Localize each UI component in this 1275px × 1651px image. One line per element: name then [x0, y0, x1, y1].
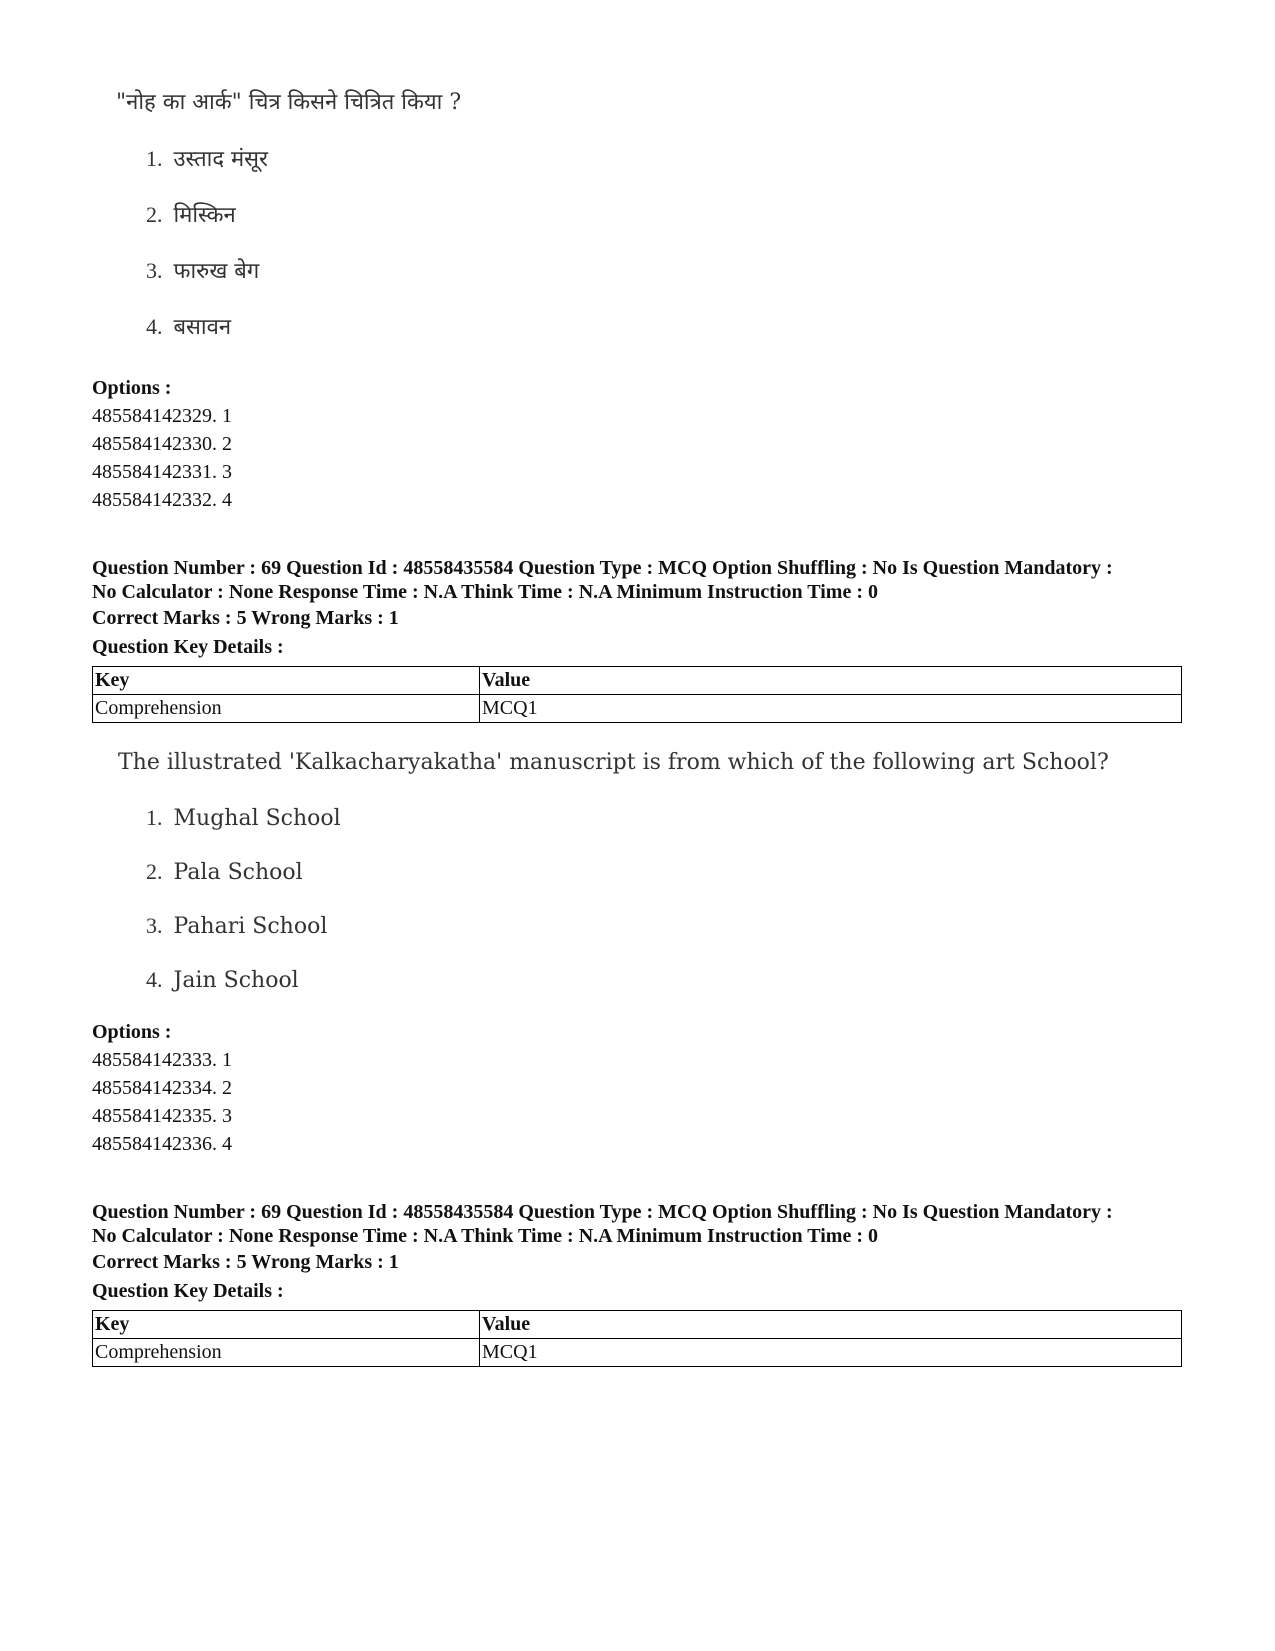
choice-number: 3. [146, 258, 163, 283]
choice-item [146, 143, 268, 173]
meta-line-1: Question Number : 69 Question Id : 48558435584 Question Type : MCQ Option Shuffling : No Is Question Mandatory : [92, 1201, 1113, 1223]
choice-item [146, 967, 299, 993]
option-id: 485584142329. 1 [92, 405, 232, 427]
choice-text: Pala School [173, 860, 303, 885]
option-id: 485584142336. 4 [92, 1133, 232, 1155]
question-text: The illustrated 'Kalkacharyakatha' manuscript is from which of the following art School? [118, 750, 1109, 775]
choice-number: 1. [146, 805, 163, 830]
choice-text: बसावन [173, 315, 232, 340]
choice-item [146, 805, 341, 831]
option-id: 485584142333. 1 [92, 1049, 232, 1071]
choice-text: मिस्किन [173, 203, 236, 228]
choice-number: 3. [146, 913, 163, 938]
question-meta [92, 556, 1172, 604]
table-row [93, 1339, 1182, 1367]
table-cell-value: MCQ1 [480, 1339, 1182, 1367]
options-section [92, 374, 232, 514]
choice-item [146, 859, 303, 885]
choice-number: 4. [146, 314, 163, 339]
table-cell-value: MCQ1 [480, 695, 1182, 723]
key-details-label: Question Key Details : [92, 1280, 284, 1302]
table-header-key: Key [93, 1311, 480, 1339]
choice-text: फारुख बेग [173, 259, 260, 284]
choice-item [146, 311, 231, 341]
option-id: 485584142331. 3 [92, 461, 232, 483]
meta-line-2: No Calculator : None Response Time : N.A Think Time : N.A Minimum Instruction Time : 0 [92, 581, 878, 603]
choice-text: Jain School [173, 968, 299, 993]
table-cell-key: Comprehension [93, 1339, 480, 1367]
choice-number: 2. [146, 202, 163, 227]
table-header-value: Value [480, 667, 1182, 695]
marks-line: Correct Marks : 5 Wrong Marks : 1 [92, 1251, 399, 1273]
key-details-table [92, 666, 1182, 723]
option-id: 485584142330. 2 [92, 433, 232, 455]
table-header-row [93, 1311, 1182, 1339]
option-id: 485584142332. 4 [92, 489, 232, 511]
option-id: 485584142334. 2 [92, 1077, 232, 1099]
options-label: Options : [92, 377, 172, 399]
choice-text: Pahari School [173, 914, 328, 939]
table-row [93, 695, 1182, 723]
table-header-key: Key [93, 667, 480, 695]
choice-number: 1. [146, 146, 163, 171]
question-meta [92, 1200, 1172, 1248]
table-cell-key: Comprehension [93, 695, 480, 723]
choice-item [146, 913, 327, 939]
choice-text: Mughal School [173, 806, 341, 831]
question-text: "नोह का आर्क" चित्र किसने चित्रित किया ? [116, 90, 462, 115]
meta-line-1: Question Number : 69 Question Id : 48558435584 Question Type : MCQ Option Shuffling : No Is Question Mandatory : [92, 557, 1113, 579]
table-header-value: Value [480, 1311, 1182, 1339]
option-id: 485584142335. 3 [92, 1105, 232, 1127]
choice-item [146, 255, 259, 285]
meta-line-2: No Calculator : None Response Time : N.A Think Time : N.A Minimum Instruction Time : 0 [92, 1225, 878, 1247]
key-details-table [92, 1310, 1182, 1367]
choice-item [146, 199, 236, 229]
key-details-label: Question Key Details : [92, 636, 284, 658]
options-section [92, 1018, 232, 1158]
table-header-row [93, 667, 1182, 695]
choice-text: उस्ताद मंसूर [173, 147, 269, 172]
choice-number: 2. [146, 859, 163, 884]
marks-line: Correct Marks : 5 Wrong Marks : 1 [92, 607, 399, 629]
options-label: Options : [92, 1021, 172, 1043]
choice-number: 4. [146, 967, 163, 992]
